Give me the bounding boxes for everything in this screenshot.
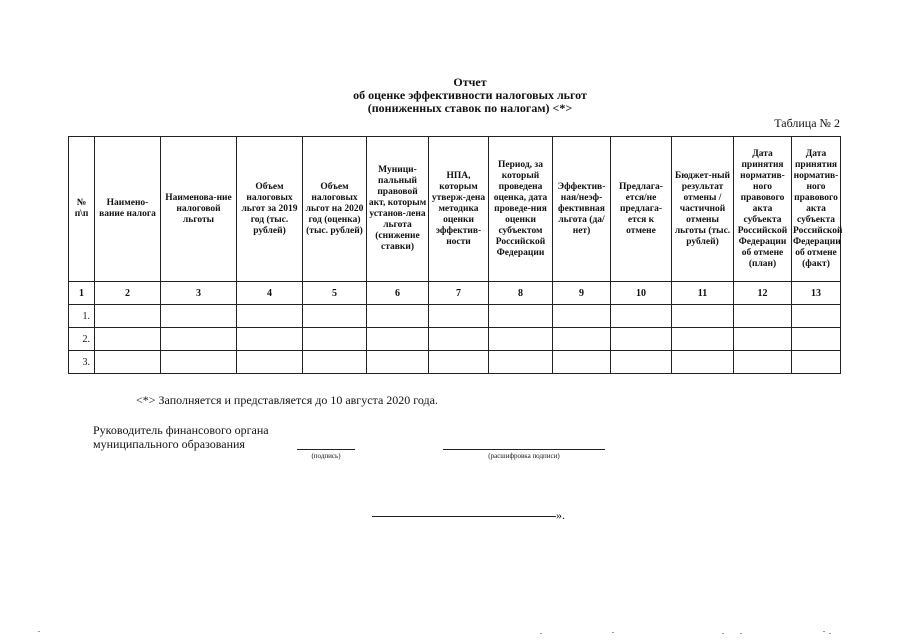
scan-speck [540, 633, 542, 634]
scan-speck [829, 633, 831, 634]
title-line-1: Отчет [453, 75, 487, 89]
table-cell [237, 351, 303, 374]
date-line [372, 516, 556, 517]
table-cell [95, 328, 161, 351]
table-cell [429, 305, 489, 328]
header-cell: НПА, которым утверж-дена методика оценки эффектив-ности [429, 137, 489, 282]
signature-decoding-line [443, 449, 605, 450]
signature-line [297, 449, 355, 450]
table-cell [429, 328, 489, 351]
header-cell: Бюджет-ный результат отмены / частичной отмены льготы (тыс. рублей) [672, 137, 734, 282]
row-number: 1. [69, 305, 95, 328]
table-row [69, 351, 841, 374]
table-row [69, 305, 841, 328]
header-cell: Наименова-ние налоговой льготы [161, 137, 237, 282]
table-cell [237, 305, 303, 328]
column-number: 5 [303, 282, 367, 305]
table-cell [734, 351, 792, 374]
column-number: 8 [489, 282, 553, 305]
table-cell [553, 351, 611, 374]
header-cell: Дата принятия норматив-ного правового акта субъекта Российской Федерации об отмене (план) [734, 137, 792, 282]
header-cell: Наимено-вание налога [95, 137, 161, 282]
table-cell [489, 305, 553, 328]
table-row [69, 328, 841, 351]
scan-speck [722, 633, 724, 634]
column-number-row [69, 282, 841, 305]
column-number: 1 [69, 282, 95, 305]
header-cell: № п\п [69, 137, 95, 282]
table-cell [161, 305, 237, 328]
column-number: 13 [792, 282, 841, 305]
table-cell [303, 305, 367, 328]
scan-speck [823, 631, 825, 632]
title-line-3: (пониженных ставок по налогам) <*> [367, 101, 573, 115]
row-number: 2. [69, 328, 95, 351]
signatory-line-2: муниципального образования [93, 437, 245, 451]
report-table [68, 136, 841, 374]
column-number: 2 [95, 282, 161, 305]
table-cell [95, 305, 161, 328]
table-cell [734, 328, 792, 351]
table-cell [367, 305, 429, 328]
table-cell [553, 305, 611, 328]
table-cell [237, 328, 303, 351]
footnote: <*> Заполняется и представляется до 10 августа 2020 года. [136, 393, 438, 407]
table-cell [611, 305, 672, 328]
table-cell [303, 351, 367, 374]
scan-speck [612, 632, 614, 633]
table-cell [489, 328, 553, 351]
header-cell: Объем налоговых льгот на 2020 год (оценка) (тыс. рублей) [303, 137, 367, 282]
header-cell: Дата принятия норматив-ного правового акта субъекта Российской Федерации об отмене (факт) [792, 137, 841, 282]
row-number: 3. [69, 351, 95, 374]
column-number: 7 [429, 282, 489, 305]
scan-speck [740, 633, 742, 634]
column-number: 11 [672, 282, 734, 305]
table-cell [367, 351, 429, 374]
header-cell: Предлага-ется/не предлага-ется к отмене [611, 137, 672, 282]
header-cell: Объем налоговых льгот за 2019 год (тыс. рублей) [237, 137, 303, 282]
signature-decoding-caption: (расшифровка подписи) [488, 452, 560, 460]
column-number: 12 [734, 282, 792, 305]
signatory-line-1: Руководитель финансового органа [93, 423, 269, 437]
report-title [300, 76, 640, 115]
table-cell [792, 351, 841, 374]
table-cell [161, 351, 237, 374]
column-number: 9 [553, 282, 611, 305]
header-cell: Эффектив-ная/неэф-фективная льгота (да/нет) [553, 137, 611, 282]
signatory-title [93, 423, 269, 451]
column-number: 4 [237, 282, 303, 305]
table-cell [792, 328, 841, 351]
table-number-label: Таблица № 2 [774, 116, 840, 130]
table-cell [672, 351, 734, 374]
table-cell [367, 328, 429, 351]
table-cell [553, 328, 611, 351]
table-cell [303, 328, 367, 351]
table-cell [734, 305, 792, 328]
signature-caption: (подпись) [311, 452, 341, 460]
scan-speck [38, 631, 40, 632]
table-cell [611, 328, 672, 351]
title-line-2: об оценке эффективности налоговых льгот [353, 88, 587, 102]
table-cell [95, 351, 161, 374]
table-cell [672, 305, 734, 328]
header-row [69, 137, 841, 282]
header-cell: Период, за который проведена оценка, дата проведе-ния оценки субъектом Российской Федерации [489, 137, 553, 282]
table-cell [161, 328, 237, 351]
table-cell [489, 351, 553, 374]
table-cell [611, 351, 672, 374]
column-number: 10 [611, 282, 672, 305]
table-cell [672, 328, 734, 351]
table-cell [429, 351, 489, 374]
table-cell [792, 305, 841, 328]
column-number: 3 [161, 282, 237, 305]
column-number: 6 [367, 282, 429, 305]
date-closing-quote: ». [556, 508, 565, 522]
header-cell: Муници-пальный правовой акт, которым установ-лена льгота (снижение ставки) [367, 137, 429, 282]
